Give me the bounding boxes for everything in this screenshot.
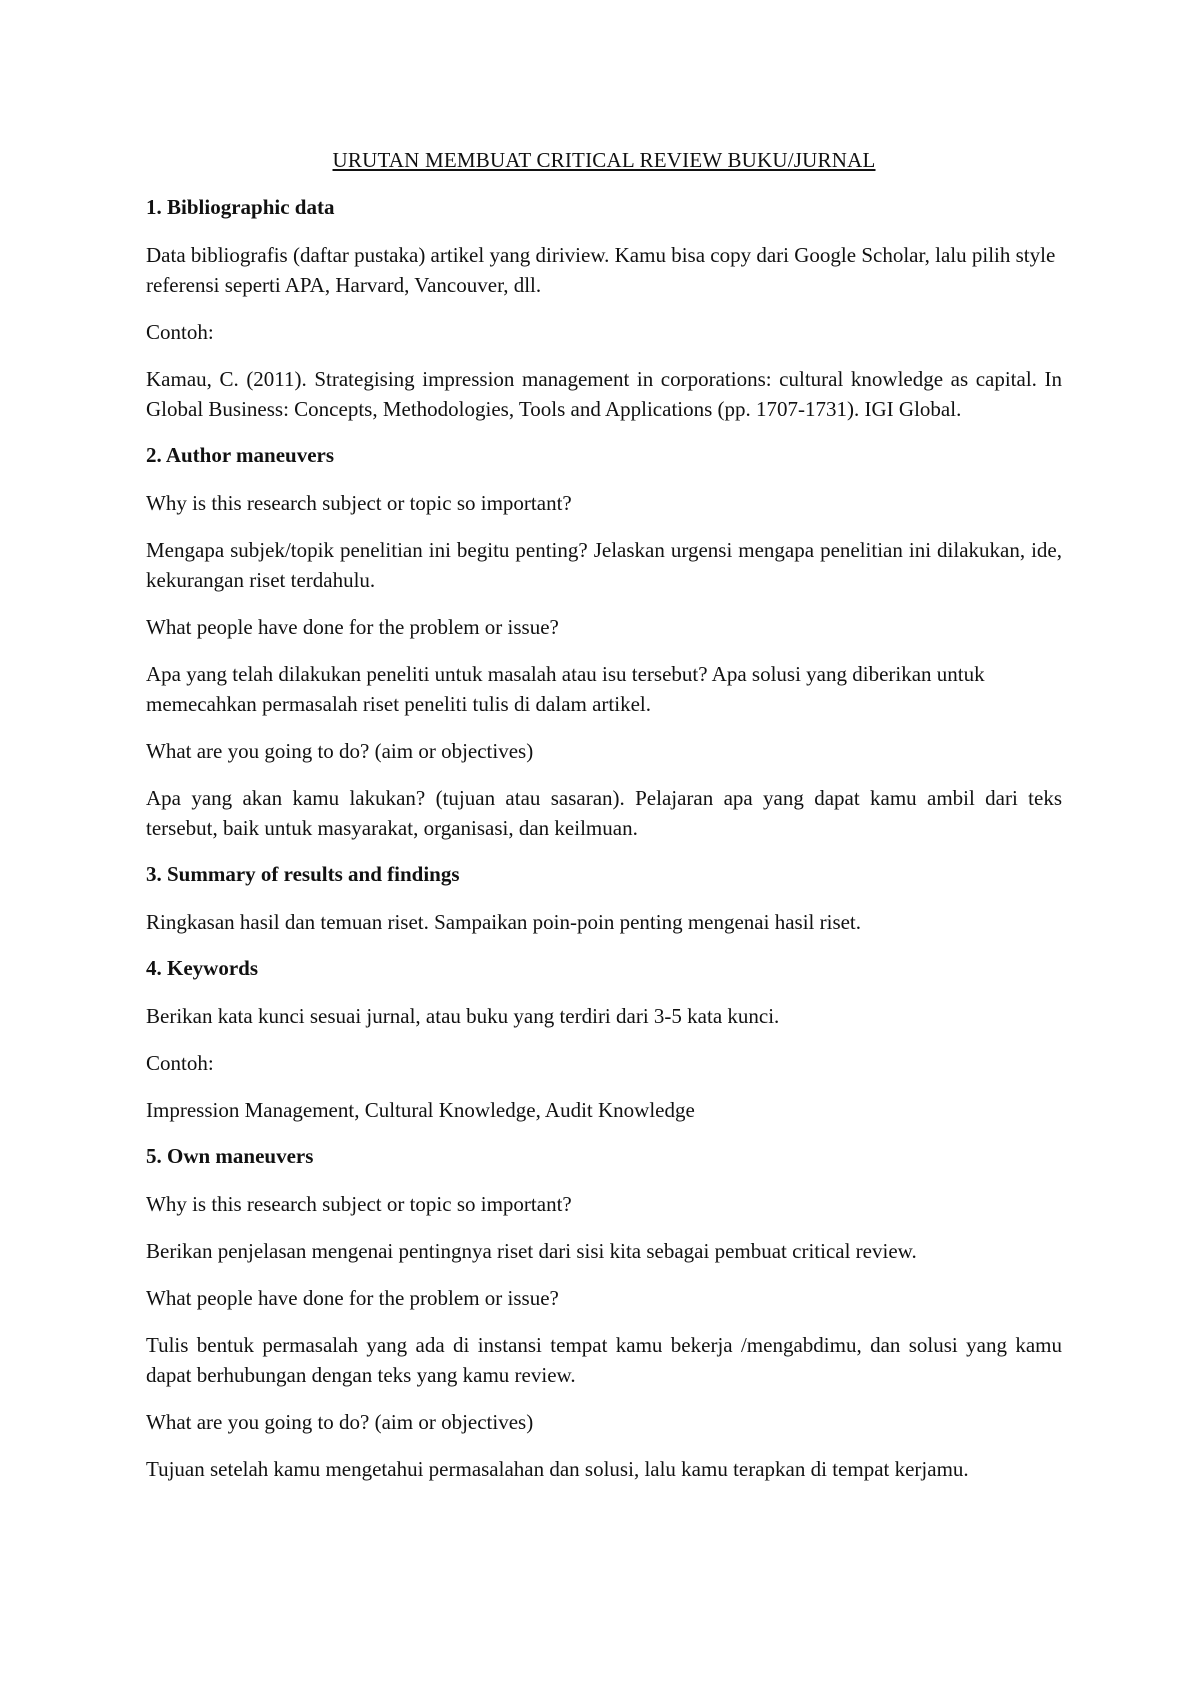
paragraph: Data bibliografis (daftar pustaka) artikel yang diriview. Kamu bisa copy dari Google Scholar, lalu pilih style referensi seperti APA, Harvard, Vancouver, dll. [146,243,1056,297]
paragraph: Tujuan setelah kamu mengetahui permasalahan dan solusi, lalu kamu terapkan di tempat kerjamu. [146,1457,969,1481]
section-heading: 2. Author maneuvers [146,443,335,467]
question: What people have done for the problem or issue? [146,1286,559,1310]
section-own-maneuvers [146,1142,1062,1484]
section-heading: 4. Keywords [146,956,258,980]
paragraph: Ringkasan hasil dan temuan riset. Sampaikan poin-poin penting mengenai hasil riset. [146,910,862,934]
example-label: Contoh: [146,1051,214,1075]
paragraph: Mengapa subjek/topik penelitian ini begitu penting? Jelaskan urgensi mengapa penelitian ini dilakukan, ide, kekurangan riset terdahulu. [146,538,1062,592]
section-keywords [146,954,1062,1125]
document-title: URUTAN MEMBUAT CRITICAL REVIEW BUKU/JURNAL [332,148,876,172]
section-heading: 3. Summary of results and findings [146,862,460,886]
paragraph: Apa yang telah dilakukan peneliti untuk masalah atau isu tersebut? Apa solusi yang diberikan untuk memecahkan permasalah riset peneliti tulis di dalam artikel. [146,662,985,716]
reference-example: Kamau, C. (2011). Strategising impression management in corporations: cultural knowledge as capital. In Global Business: Concepts, Methodologies, Tools and Applications (pp. 1707-1731). IGI Global. [146,367,1062,421]
paragraph: Tulis bentuk permasalah yang ada di instansi tempat kamu bekerja /mengabdimu, dan solusi yang kamu dapat berhubungan dengan teks yang kamu review. [146,1333,1062,1387]
question: Why is this research subject or topic so important? [146,491,572,515]
paragraph: Berikan kata kunci sesuai jurnal, atau buku yang terdiri dari 3-5 kata kunci. [146,1004,780,1028]
question: What are you going to do? (aim or objectives) [146,739,534,763]
paragraph: Berikan penjelasan mengenai pentingnya riset dari sisi kita sebagai pembuat critical review. [146,1239,917,1263]
example-label: Contoh: [146,320,214,344]
paragraph: Apa yang akan kamu lakukan? (tujuan atau sasaran). Pelajaran apa yang dapat kamu ambil dari teks tersebut, baik untuk masyarakat, organisasi, dan keilmuan. [146,786,1062,840]
section-heading: 5. Own maneuvers [146,1144,314,1168]
section-summary-results [146,860,1062,937]
section-author-maneuvers [146,441,1062,843]
question: Why is this research subject or topic so important? [146,1192,572,1216]
section-heading: 1. Bibliographic data [146,195,335,219]
section-bibliographic-data [146,193,1062,424]
question: What are you going to do? (aim or objectives) [146,1410,534,1434]
keywords-example: Impression Management, Cultural Knowledge, Audit Knowledge [146,1098,695,1122]
question: What people have done for the problem or issue? [146,615,559,639]
